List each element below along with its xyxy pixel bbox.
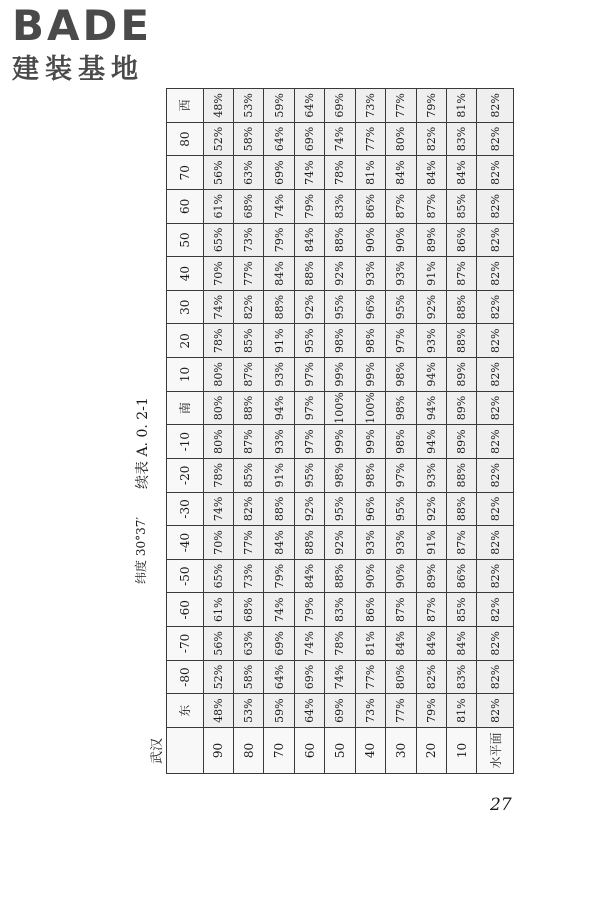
table-cell: 52% [203,660,233,694]
table-row [294,89,324,774]
table-cell: 69% [325,694,355,728]
table-cell: 94% [416,391,446,425]
table-cell: 88% [447,324,477,358]
table-cell: 82% [477,391,514,425]
row-label: 50 [325,728,355,774]
table-cell: 85% [447,190,477,224]
table-cell: 68% [233,190,263,224]
table-cell: 77% [386,694,416,728]
table-cell: 59% [264,694,294,728]
table-cell: 82% [477,492,514,526]
table-header [167,89,204,774]
table-cell: 61% [203,593,233,627]
table-cell: 73% [233,223,263,257]
brand-logo [12,1,153,86]
table-cell: 93% [386,257,416,291]
table-cell: 69% [264,156,294,190]
table-cell: 88% [264,290,294,324]
table-cell: 100% [355,391,385,425]
column-header: -50 [167,559,204,593]
table-cell: 83% [447,660,477,694]
table-cell: 78% [203,324,233,358]
column-header: 70 [167,156,204,190]
table-cell: 93% [386,526,416,560]
column-header: 20 [167,324,204,358]
table-cell: 86% [447,559,477,593]
table-cell: 61% [203,190,233,224]
table-cell: 87% [447,526,477,560]
table-cell: 74% [294,627,324,661]
column-header: -70 [167,627,204,661]
table-cell: 90% [386,559,416,593]
table-cell: 82% [477,660,514,694]
table-cell: 87% [386,593,416,627]
table-cell: 82% [477,324,514,358]
table-cell: 78% [203,459,233,493]
table-cell: 58% [233,660,263,694]
table-row [203,89,233,774]
table-cell: 92% [294,290,324,324]
table-cell: 98% [325,324,355,358]
table-cell: 92% [325,526,355,560]
table-cell: 68% [233,593,263,627]
table-cell: 98% [325,459,355,493]
table-cell: 80% [203,358,233,392]
column-header: -60 [167,593,204,627]
column-header: 西 [167,89,204,123]
table-cell: 69% [325,89,355,123]
column-header: -40 [167,526,204,560]
table-cell: 96% [355,492,385,526]
table-cell: 88% [294,526,324,560]
table-cell: 95% [294,459,324,493]
table-row [264,89,294,774]
table-cell: 81% [355,156,385,190]
table-cell: 59% [264,89,294,123]
table-cell: 87% [416,190,446,224]
table-cell: 81% [447,89,477,123]
table-cell: 70% [203,257,233,291]
table-cell: 97% [294,391,324,425]
table-cell: 98% [355,459,385,493]
table-cell: 82% [233,492,263,526]
column-header: 30 [167,290,204,324]
table-cell: 56% [203,156,233,190]
row-label: 40 [355,728,385,774]
table-cell: 77% [355,660,385,694]
table-cell: 93% [264,358,294,392]
table-cell: 99% [355,425,385,459]
table-cell: 82% [477,122,514,156]
table-header-row [114,88,166,774]
table-row [233,89,263,774]
column-header: 10 [167,358,204,392]
table-row [477,89,514,774]
table-cell: 74% [325,122,355,156]
table-cell: 91% [264,324,294,358]
table-cell: 82% [233,290,263,324]
table-cell: 97% [294,358,324,392]
table-cell: 85% [233,459,263,493]
row-label: 30 [386,728,416,774]
table-cell: 95% [386,290,416,324]
table-cell: 82% [477,559,514,593]
table-cell: 89% [416,223,446,257]
table-cell: 63% [233,156,263,190]
table-cell: 64% [264,660,294,694]
table-cell: 74% [325,660,355,694]
column-header: 60 [167,190,204,224]
column-header: 东 [167,694,204,728]
row-label: 10 [447,728,477,774]
table-cell: 93% [416,324,446,358]
row-label: 60 [294,728,324,774]
table-cell: 93% [264,425,294,459]
table-cell: 79% [264,223,294,257]
table-cell: 88% [447,492,477,526]
table-row [447,89,477,774]
table-cell: 98% [386,425,416,459]
table-cell: 73% [233,559,263,593]
table-cell: 82% [477,593,514,627]
table-cell: 81% [355,627,385,661]
table-cell: 82% [477,425,514,459]
table-cell: 74% [264,593,294,627]
table-row [416,89,446,774]
table-cell: 83% [325,593,355,627]
table-cell: 89% [447,391,477,425]
table-cell: 87% [447,257,477,291]
table-cell: 91% [416,526,446,560]
table-cell: 81% [447,694,477,728]
table-cell: 77% [233,257,263,291]
table-cell: 74% [264,190,294,224]
table-cell: 91% [416,257,446,291]
table-cell: 87% [386,190,416,224]
table-cell: 53% [233,694,263,728]
table-cell: 73% [355,89,385,123]
table-cell: 84% [264,526,294,560]
table-cell: 77% [386,89,416,123]
table-cell: 69% [294,122,324,156]
table-cell: 88% [233,391,263,425]
table-cell: 70% [203,526,233,560]
table-cell: 86% [355,190,385,224]
table-cell: 91% [264,459,294,493]
table-cell: 98% [386,391,416,425]
table-cell: 84% [294,559,324,593]
page-number: 27 [490,795,512,815]
table-cell: 93% [355,257,385,291]
table-cell: 89% [447,358,477,392]
table-title: 续表 A. 0. 2-1 [135,397,151,489]
table-cell: 65% [203,559,233,593]
table-cell: 88% [294,257,324,291]
table-cell: 78% [325,156,355,190]
table-cell: 84% [264,257,294,291]
column-header: 50 [167,223,204,257]
table-row [355,89,385,774]
table-cell: 84% [447,156,477,190]
table-cell: 74% [294,156,324,190]
row-label: 90 [203,728,233,774]
table-cell: 69% [294,660,324,694]
table-cell: 74% [203,492,233,526]
table-cell: 78% [325,627,355,661]
table-cell: 82% [477,190,514,224]
table-cell: 85% [233,324,263,358]
column-header: -30 [167,492,204,526]
table-cell: 90% [355,559,385,593]
table-cell: 80% [203,391,233,425]
table-cell: 98% [386,358,416,392]
table-cell: 86% [447,223,477,257]
table-cell: 96% [355,290,385,324]
table-cell: 99% [325,358,355,392]
table-cell: 48% [203,89,233,123]
table-cell: 88% [447,459,477,493]
logo-subtitle: 建装基地 [12,54,144,85]
table-row [325,89,355,774]
table-cell: 94% [264,391,294,425]
table-cell: 80% [386,122,416,156]
table-cell: 87% [233,425,263,459]
table-cell: 84% [386,156,416,190]
table-cell: 53% [233,89,263,123]
table-cell: 63% [233,627,263,661]
table-cell: 65% [203,223,233,257]
table-cell: 69% [264,627,294,661]
column-header: 40 [167,257,204,291]
city-label: 武汉 [150,737,165,764]
table-cell: 83% [447,122,477,156]
table-cell: 82% [477,627,514,661]
table-cell: 90% [386,223,416,257]
table-cell: 95% [325,290,355,324]
table-cell: 95% [325,492,355,526]
table-cell: 82% [477,526,514,560]
table-cell: 99% [325,425,355,459]
table-corner-cell [167,728,204,774]
table-cell: 95% [294,324,324,358]
table-cell: 82% [477,459,514,493]
table-cell: 88% [447,290,477,324]
table-cell: 64% [294,89,324,123]
table-cell: 90% [355,223,385,257]
table-cell: 52% [203,122,233,156]
table-cell: 79% [416,89,446,123]
table-cell: 97% [294,425,324,459]
column-header: -80 [167,660,204,694]
table-cell: 82% [477,156,514,190]
table-cell: 84% [416,156,446,190]
table-cell: 92% [294,492,324,526]
table-cell: 86% [355,593,385,627]
column-header: -10 [167,425,204,459]
table-cell: 77% [355,122,385,156]
table-cell: 58% [233,122,263,156]
table-cell: 79% [416,694,446,728]
table-row [386,89,416,774]
table-cell: 87% [233,358,263,392]
table-cell: 84% [447,627,477,661]
table-cell: 82% [477,89,514,123]
table-cell: 93% [416,459,446,493]
row-label: 水平面 [477,728,514,774]
rotated-table-block [114,88,514,774]
logo-wordmark: BADE [12,1,153,50]
column-header: 80 [167,122,204,156]
table-cell: 56% [203,627,233,661]
table-cell: 82% [477,223,514,257]
row-label: 20 [416,728,446,774]
table-cell: 87% [416,593,446,627]
table-cell: 82% [416,122,446,156]
table-cell: 88% [264,492,294,526]
table-cell: 89% [447,425,477,459]
table-cell: 80% [203,425,233,459]
table-cell: 85% [447,593,477,627]
table-cell: 95% [386,492,416,526]
table-cell: 79% [294,190,324,224]
table-cell: 97% [386,324,416,358]
table-cell: 92% [416,492,446,526]
table-cell: 82% [477,358,514,392]
table-cell: 80% [386,660,416,694]
table-cell: 64% [264,122,294,156]
table-cell: 82% [416,660,446,694]
table-cell: 79% [264,559,294,593]
row-label: 70 [264,728,294,774]
table-cell: 92% [416,290,446,324]
column-header: -20 [167,459,204,493]
latitude-label: 纬度 30°37′ [134,516,148,584]
table-cell: 100% [325,391,355,425]
table-cell: 97% [386,459,416,493]
table-cell: 77% [233,526,263,560]
table-cell: 82% [477,290,514,324]
table-cell: 84% [386,627,416,661]
table-cell: 89% [416,559,446,593]
table-cell: 88% [325,559,355,593]
table-cell: 88% [325,223,355,257]
table-cell: 73% [355,694,385,728]
table-cell: 82% [477,257,514,291]
table-cell: 93% [355,526,385,560]
data-table [166,88,514,774]
table-cell: 74% [203,290,233,324]
table-cell: 84% [294,223,324,257]
table-cell: 82% [477,694,514,728]
table-cell: 64% [294,694,324,728]
table-cell: 84% [416,627,446,661]
table-cell: 94% [416,358,446,392]
table-cell: 99% [355,358,385,392]
table-cell: 92% [325,257,355,291]
table-cell: 94% [416,425,446,459]
column-header: 南 [167,391,204,425]
row-label: 80 [233,728,263,774]
table-cell: 98% [355,324,385,358]
table-cell: 79% [294,593,324,627]
table-cell: 48% [203,694,233,728]
table-cell: 83% [325,190,355,224]
